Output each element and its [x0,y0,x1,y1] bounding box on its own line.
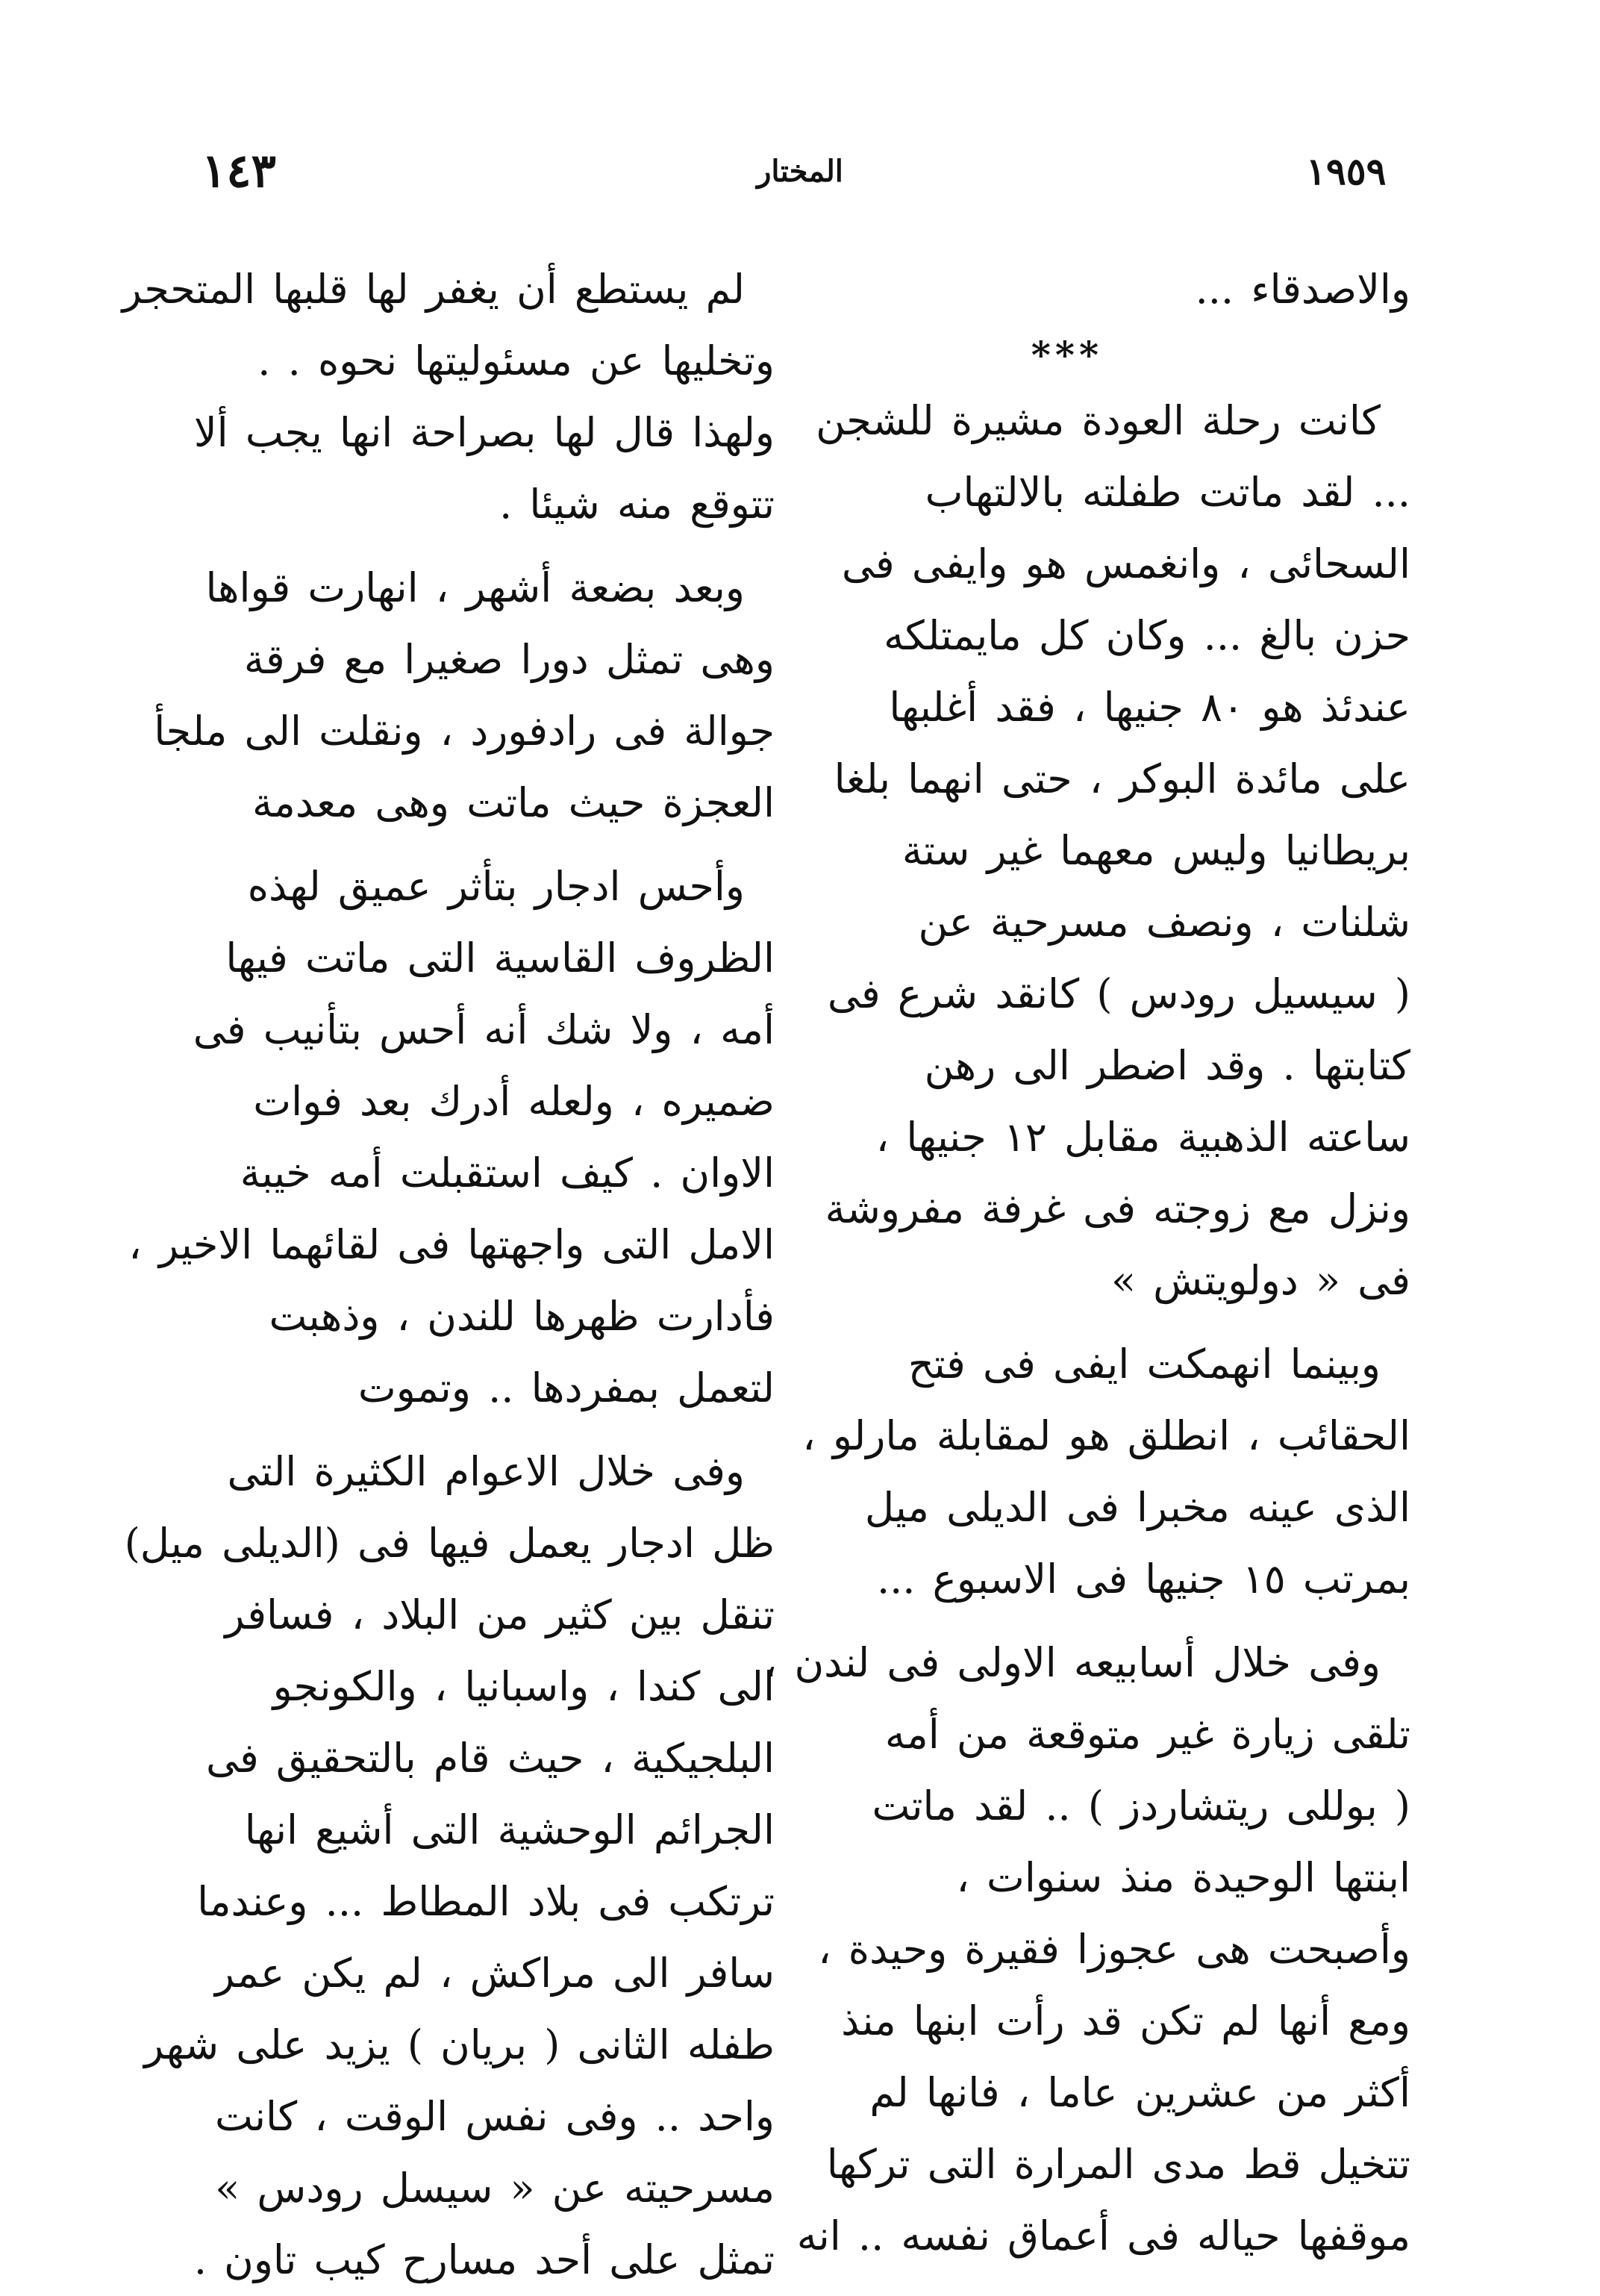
paragraph [813,385,1410,1317]
text-line: ابنتها الوحيدة منذ سنوات ، [956,1854,1410,1901]
text-line: ومع أنها لم تكن قد رأت ابنها منذ [841,1997,1410,2044]
text-line: حزن بالغ ... وكان كل مايمتلكه [884,612,1410,659]
page-header [0,143,1600,203]
text-line: موقفها حياله فى أعماق نفسه .. انه [796,2212,1410,2259]
text-line: كانت رحلة العودة مشيرة للشجن [816,397,1381,444]
text-line: ( بوللى ريتشاردز ) .. لقد ماتت [872,1782,1410,1829]
paragraph [763,1627,1410,2272]
text-line: الى كندا ، واسبانيا ، والكونجو [272,1663,775,1710]
text-line: وفى خلال الاعوام الكثيرة التى [227,1448,745,1495]
paragraph [122,254,775,540]
text-line: الجرائم الوحشية التى أشيع انها [244,1806,775,1853]
text-line: وأصبحت هى عجوزا فقيرة وحيدة ، [818,1926,1410,1973]
text-line: وبعد بضعة أشهر ، انهارت قواها [205,564,745,611]
text-line: فأدارت ظهرها للندن ، وذهبت [269,1293,775,1340]
opening-line [813,254,1410,325]
text-line: مسرحيته عن « سيسل رودس » [215,2165,775,2212]
text-line: وتخليها عن مسئوليتها نحوه . . [257,337,775,384]
text-line: ولهذا قال لها بصراحة انها يجب ألا [193,409,775,456]
text-line: وفى خلال أسابيعه الاولى فى لندن ، [763,1639,1381,1686]
page-number: ١٤٣ [201,143,276,198]
year-label: ١٩٥٩ [1306,149,1387,193]
text-line: ونزل مع زوجته فى غرفة مفروشة [825,1185,1410,1232]
text-line: السحائى ، وانغمس هو وايفى فى [841,540,1410,587]
running-title: المختار [757,154,843,189]
section-separator: *** [1031,333,1104,377]
text-line: تنقل بين كثير من البلاد ، فسافر [225,1591,775,1638]
paragraph [802,1329,1410,1615]
text-line: طفله الثانى ( بريان ) يزيد على شهر [144,2021,775,2068]
left-column [122,254,775,2283]
text-line: الاوان . كيف استقبلت أمه خيبة [240,1149,775,1197]
paragraph [124,1436,775,2296]
text-line: جوالة فى رادفورد ، ونقلت الى ملجأ [154,708,775,755]
text-line: شلنات ، ونصف مسرحية عن [918,899,1410,946]
text-line: ... لقد ماتت طفلته بالالتهاب [925,469,1410,516]
text-line: الامل التى واجهتها فى لقائهما الاخير ، [128,1221,775,1268]
right-column [763,254,1410,2259]
text-line: الحقائب ، انطلق هو لمقابلة مارلو ، [802,1412,1410,1459]
text-line: كتابتها . وقد اضطر الى رهن [924,1042,1410,1089]
text-line: ضميره ، ولعله أدرك بعد فوات [253,1078,775,1125]
text-line: بمرتب ١٥ جنيها فى الاسبوع ... [876,1556,1410,1603]
paragraph [154,552,775,839]
text-line: والاصدقاء ... [1195,266,1410,313]
text-line: أكثر من عشرين عاما ، فانها لم [869,2069,1410,2116]
text-line: لم يستطع أن يغفر لها قلبها المتحجر [122,266,745,313]
text-line: ترتكب فى بلاد المطاط ... وعندما [197,1878,775,1925]
text-line: عندئذ هو ٨٠ جنيها ، فقد أغلبها [889,684,1410,731]
paragraph [128,851,775,1424]
text-line: وأحس ادجار بتأثر عميق لهذه [247,863,745,910]
text-line: بريطانيا وليس معهما غير ستة [901,827,1410,874]
text-line: تلقى زيارة غير متوقعة من أمه [884,1711,1410,1758]
text-line: أمه ، ولا شك أنه أحس بتأنيب فى [193,1006,775,1053]
text-line: ساعته الذهبية مقابل ١٢ جنيها ، [875,1114,1410,1161]
text-line: تمثل على أحد مسارح كيب تاون . [193,2236,775,2283]
text-line: سافر الى مراكش ، لم يكن عمر [214,1950,775,1997]
text-line: ( سيسيل رودس ) كانقد شرع فى [827,970,1410,1017]
text-line: تتخيل قط مدى المرارة التى تركها [826,2141,1410,2188]
text-line: العجزة حيث ماتت وهى معدمة [251,779,775,826]
text-line: الذى عينه مخبرا فى الديلى ميل [864,1484,1410,1531]
text-line: وبينما انهمكت ايفى فى فتح [907,1341,1381,1388]
text-line: تتوقع منه شيئا . [499,481,775,528]
text-line: وهى تمثل دورا صغيرا مع فرقة [243,636,775,683]
text-line: على مائدة البوكر ، حتى انهما بلغا [834,755,1410,802]
text-line: ظل ادجار يعمل فيها فى (الديلى ميل) [124,1520,775,1567]
text-line: لتعمل بمفردها .. وتموت [357,1364,775,1411]
text-line: واحد .. وفى نفس الوقت ، كانت [214,2093,775,2140]
text-line: البلجيكية ، حيث قام بالتحقيق فى [205,1735,775,1782]
text-line: الظروف القاسية التى ماتت فيها [225,935,775,982]
text-line: فى « دولويتش » [1110,1257,1410,1304]
